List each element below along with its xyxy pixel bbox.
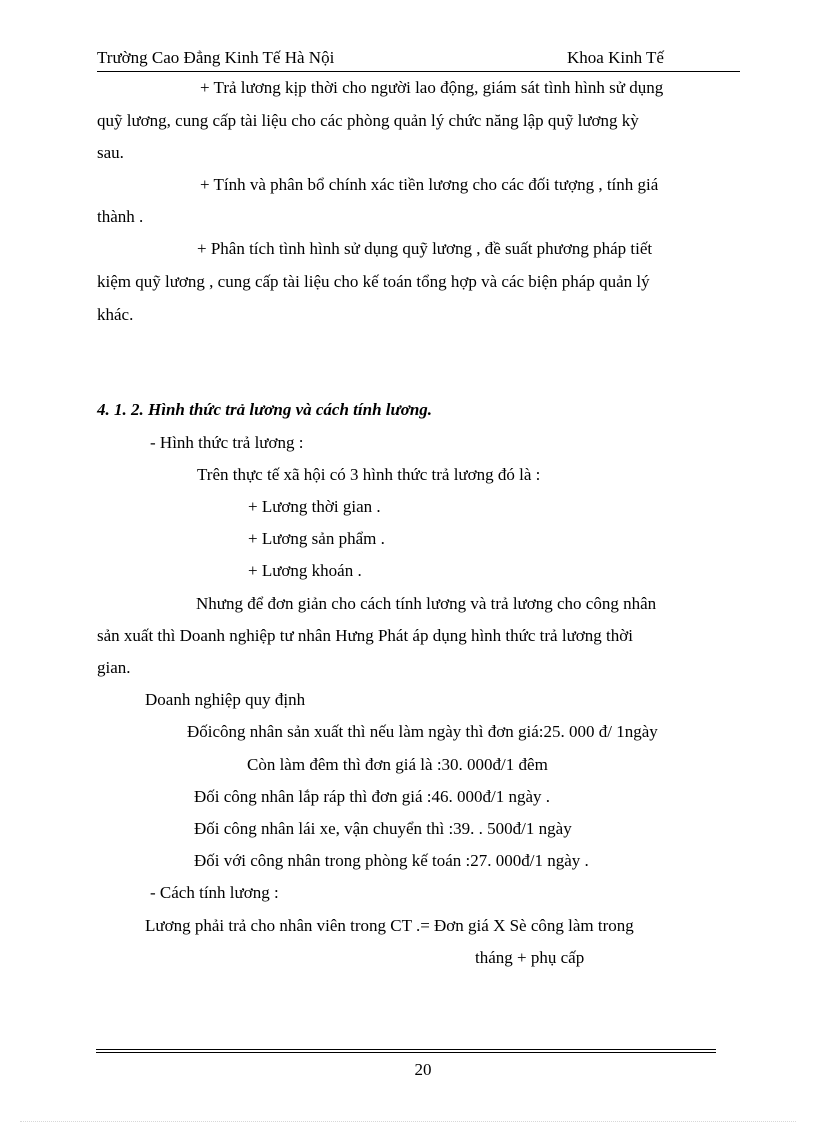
forms-intro: Trên thực tế xã hội có 3 hình thức trả lương đó là :: [197, 465, 541, 484]
para4-line2: sản xuất thì Doanh nghiệp tư nhân Hưng Phát áp dụng hình thức trả lương thời: [97, 626, 633, 645]
rate-driver: Đối công nhân lái xe, vận chuyển thì :39. . 500đ/1 ngày: [194, 819, 572, 838]
rate-accounting: Đối với công nhân trong phòng kế toán :27. 000đ/1 ngày .: [194, 851, 589, 870]
para3-line2: kiệm quỹ lương , cung cấp tài liệu cho kế toán tổng hợp và các biện pháp quản lý: [97, 272, 650, 291]
page-edge-dotted-line: [20, 1121, 796, 1122]
section-heading: 4. 1. 2. Hình thức trả lương và cách tính lương.: [97, 400, 433, 419]
para1-line1: + Trả lương kịp thời cho người lao động, giám sát tình hình sử dụng: [200, 78, 664, 97]
list-item-product-wage: + Lương sản phẩm .: [248, 529, 385, 548]
calc-label: - Cách tính lương :: [150, 883, 279, 902]
para3-line3: khác.: [97, 305, 134, 324]
para3-line1: + Phân tích tình hình sử dụng quỹ lương , đề suất phương pháp tiết: [197, 239, 653, 258]
formula-line2: tháng + phụ cấp: [475, 948, 585, 967]
rule-title: Doanh nghiệp quy định: [145, 690, 306, 709]
footer-rule-bottom: [96, 1052, 716, 1053]
para2-line2: thành .: [97, 207, 144, 226]
para1-line3: sau.: [97, 143, 124, 162]
list-item-time-wage: + Lương thời gian .: [248, 497, 381, 516]
page-header: [97, 48, 740, 70]
formula-line1: Lương phải trả cho nhân viên trong CT .= Đơn giá X Sè công làm trong: [145, 916, 634, 935]
para4-line3: gian.: [97, 658, 131, 677]
rate-production-night: Còn làm đêm thì đơn giá là :30. 000đ/1 đêm: [247, 755, 548, 774]
rate-assembly: Đối công nhân lắp ráp thì đơn giá :46. 000đ/1 ngày .: [194, 787, 551, 806]
header-school-name: Trường Cao Đẳng Kinh Tế Hà Nội: [97, 48, 335, 67]
header-faculty-name: Khoa Kinh Tế: [567, 48, 664, 67]
page-number: 20: [414, 1060, 432, 1079]
form-label: - Hình thức trả lương :: [150, 433, 304, 452]
para2-line1: + Tính và phân bổ chính xác tiền lương cho các đối tượng , tính giá: [200, 175, 659, 194]
header-rule: [97, 71, 740, 72]
para1-line2: quỹ lương, cung cấp tài liệu cho các phòng quản lý chức năng lập quỹ lương kỳ: [97, 111, 639, 130]
list-item-contract-wage: + Lương khoán .: [248, 561, 362, 580]
footer-rule-top: [96, 1049, 716, 1050]
para4-line1: Nhưng để đơn giản cho cách tính lương và trả lương cho công nhân: [196, 594, 657, 613]
rate-production-day: Đốicông nhân sản xuất thì nếu làm ngày thì đơn giá:25. 000 đ/ 1ngày: [187, 722, 658, 741]
